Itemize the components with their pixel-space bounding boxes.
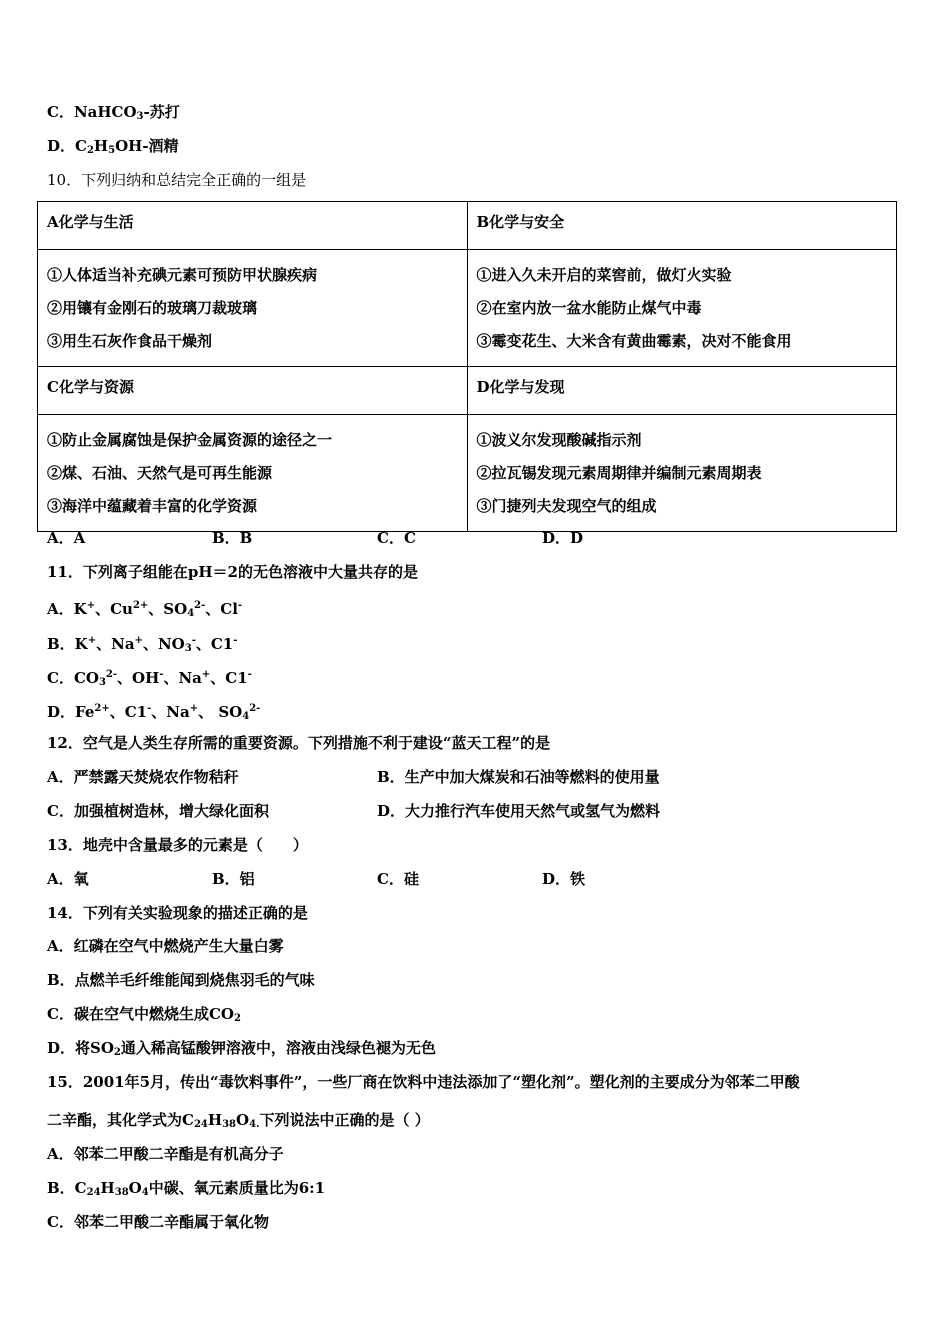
- q10-d-item: ①波义尔发现酸碱指示剂: [476, 431, 642, 449]
- q10-option-c: C．C: [377, 529, 416, 547]
- q10-cell-d-body: [467, 415, 897, 532]
- q13-option-a: A．氧: [47, 870, 89, 888]
- q15-option-b: B．$C_{24}H_{38}O_4$中碳、氧元素质量比为6:1: [47, 1179, 326, 1198]
- q10-c-item: ②煤、石油、天然气是可再生能源: [47, 464, 273, 482]
- q13-option-b: B．铝: [212, 870, 255, 888]
- q10-a-item: ①人体适当补充碘元素可预防甲状腺疾病: [47, 266, 318, 284]
- q12-stem: 12．空气是人类生存所需的重要资源。下列措施不利于建设“蓝天工程”的是: [47, 734, 551, 752]
- q11-option-d: D．$Fe^{2+}$、C1-、Na+、 $SO_4^{2-}$: [47, 703, 261, 722]
- q9-option-d: D．$C_2H_5OH-$酒精: [47, 137, 179, 156]
- q10-cell-a-body: [38, 250, 468, 367]
- q12-option-d: D．大力推行汽车使用天然气或氢气为燃料: [377, 802, 661, 820]
- q15-stem-line-1: 15．2001年5月，传出“毒饮料事件”，一些厂商在饮料中违法添加了“塑化剂”。塑化剂的主要成分为邻苯二甲酸: [47, 1073, 800, 1091]
- q13-options: [47, 869, 707, 889]
- q11-option-b: B．K+、Na+、$NO_3^-$、C1-: [47, 635, 238, 654]
- q10-b-item: ①进入久未开启的菜窖前，做灯火实验: [476, 266, 732, 284]
- q10-cell-c-head: C化学与资源: [38, 367, 468, 415]
- q10-cell-c-body: [38, 415, 468, 532]
- q12-option-a: A．严禁露天焚烧农作物秸秆: [47, 768, 239, 786]
- q9-option-c: C．NaHCO$_3$-苏打: [47, 103, 180, 122]
- q14-option-c: C．碳在空气中燃烧生成$CO_2$: [47, 1005, 241, 1024]
- q12-option-c: C．加强植树造林，增大绿化面积: [47, 802, 269, 820]
- q11-option-c: C．$CO_3^{2-}$、OH-、Na+、C1-: [47, 669, 252, 688]
- q10-b-item: ②在室内放一盆水能防止煤气中毒: [476, 299, 702, 317]
- q10-option-a: A．A: [47, 529, 86, 547]
- q15-option-c: C．邻苯二甲酸二辛酯属于氧化物: [47, 1213, 269, 1231]
- q10-d-item: ②拉瓦锡发现元素周期律并编制元素周期表: [476, 464, 762, 482]
- q13-option-d: D．铁: [542, 870, 586, 888]
- q10-stem: 10．下列归纳和总结完全正确的一组是: [47, 171, 307, 189]
- q10-options: [47, 528, 707, 548]
- q11-stem: 11．下列离子组能在pH＝2的无色溶液中大量共存的是: [47, 563, 418, 581]
- q14-option-b: B．点燃羊毛纤维能闻到烧焦羽毛的气味: [47, 971, 315, 989]
- q10-c-item: ③海洋中蕴藏着丰富的化学资源: [47, 497, 258, 515]
- q10-cell-a-head: A化学与生活: [38, 202, 468, 250]
- q15-stem-line-2: 二辛酯，其化学式为$C_{24}H_{38}O_{4.}$下列说法中正确的是（ ）: [47, 1111, 430, 1130]
- q12-option-b: B．生产中加大煤炭和石油等燃料的使用量: [377, 768, 660, 786]
- q10-cell-b-body: [467, 250, 897, 367]
- q10-cell-d-head: D化学与发现: [467, 367, 897, 415]
- q13-option-c: C．硅: [377, 870, 419, 888]
- q10-b-item: ③霉变花生、大米含有黄曲霉素，决对不能食用: [476, 332, 792, 350]
- q13-stem: 13．地壳中含量最多的元素是（ ）: [47, 836, 308, 854]
- q15-option-a: A．邻苯二甲酸二辛酯是有机高分子: [47, 1145, 284, 1163]
- q14-stem: 14．下列有关实验现象的描述正确的是: [47, 904, 308, 922]
- q10-a-item: ③用生石灰作食品干燥剂: [47, 332, 213, 350]
- q10-option-d: D．D: [542, 529, 584, 547]
- q12-options-row-1: [47, 767, 707, 787]
- q12-options-row-2: [47, 801, 707, 821]
- q10-a-item: ②用镶有金刚石的玻璃刀裁玻璃: [47, 299, 258, 317]
- q10-c-item: ①防止金属腐蚀是保护金属资源的途径之一: [47, 431, 333, 449]
- q14-option-d: D．将$SO_2$通入稀高锰酸钾溶液中，溶液由浅绿色褪为无色: [47, 1039, 436, 1058]
- q10-option-b: B．B: [212, 529, 253, 547]
- q14-option-a: A．红磷在空气中燃烧产生大量白雾: [47, 937, 284, 955]
- q11-option-a: A．K+、$Cu^{2+}$、$SO_4^{2-}$、Cl-: [47, 600, 243, 619]
- q10-d-item: ③门捷列夫发现空气的组成: [476, 497, 657, 515]
- q10-cell-b-head: B化学与安全: [467, 202, 897, 250]
- q10-table: [37, 201, 897, 532]
